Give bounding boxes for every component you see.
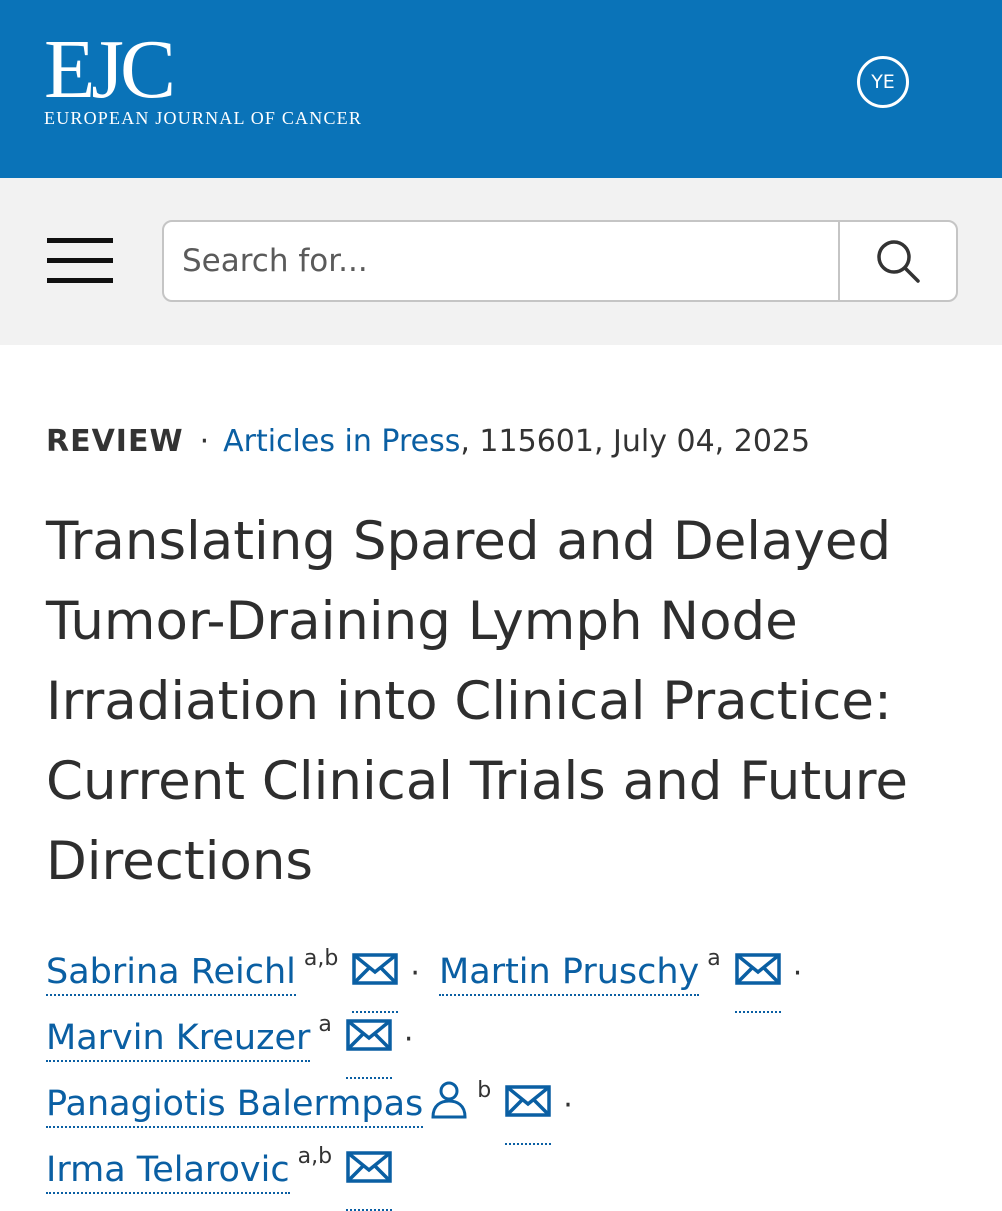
author-separator: · [410, 956, 420, 991]
article-details: , 115601, July 04, 2025 [460, 424, 811, 459]
author-link[interactable]: Sabrina Reichl [46, 952, 296, 996]
email-icon[interactable] [505, 1073, 551, 1145]
author-affiliation: a,b [303, 946, 339, 971]
author-affiliation: a [707, 946, 721, 971]
search-icon [874, 237, 922, 285]
journal-logo[interactable] [44, 23, 363, 129]
author-link[interactable]: Irma Telarovic [46, 1150, 290, 1194]
email-icon[interactable] [735, 941, 781, 1013]
logo-acronym: EJC [44, 23, 173, 116]
author-line [46, 992, 966, 1058]
user-initials: YE [871, 71, 895, 93]
author-link[interactable]: Martin Pruschy [439, 952, 699, 996]
issue-link[interactable]: Articles in Press [223, 424, 461, 459]
user-avatar-button[interactable] [857, 56, 909, 108]
search-box [162, 220, 958, 302]
author-link[interactable]: Panagiotis Balermpas [46, 1084, 423, 1128]
search-button[interactable] [838, 222, 956, 300]
article-type: REVIEW [46, 424, 184, 459]
author-line [46, 1058, 966, 1124]
meta-separator: · [199, 424, 210, 459]
author-separator: · [563, 1088, 573, 1123]
author-list [46, 926, 966, 1190]
article-title: Translating Spared and Delayed Tumor-Draining Lymph Node Irradiation into Clinical Practice: Current Clinical Trials and Future Directions [46, 511, 908, 892]
search-bar [0, 178, 1002, 345]
corresponding-author-icon[interactable] [429, 1075, 469, 1141]
author-line [46, 926, 966, 992]
author-affiliation: a,b [297, 1144, 333, 1169]
logo-journal-name: EUROPEAN JOURNAL OF CANCER [44, 108, 363, 128]
search-input[interactable] [164, 222, 838, 300]
author-link[interactable]: Marvin Kreuzer [46, 1018, 310, 1062]
author-affiliation: b [477, 1078, 492, 1103]
author-separator: · [403, 1022, 414, 1057]
hamburger-menu-icon[interactable] [47, 238, 113, 284]
email-icon[interactable] [346, 1139, 392, 1211]
site-header [0, 0, 1002, 178]
author-affiliation: a [318, 1012, 332, 1037]
article-meta [46, 424, 810, 459]
author-separator: · [792, 956, 803, 991]
